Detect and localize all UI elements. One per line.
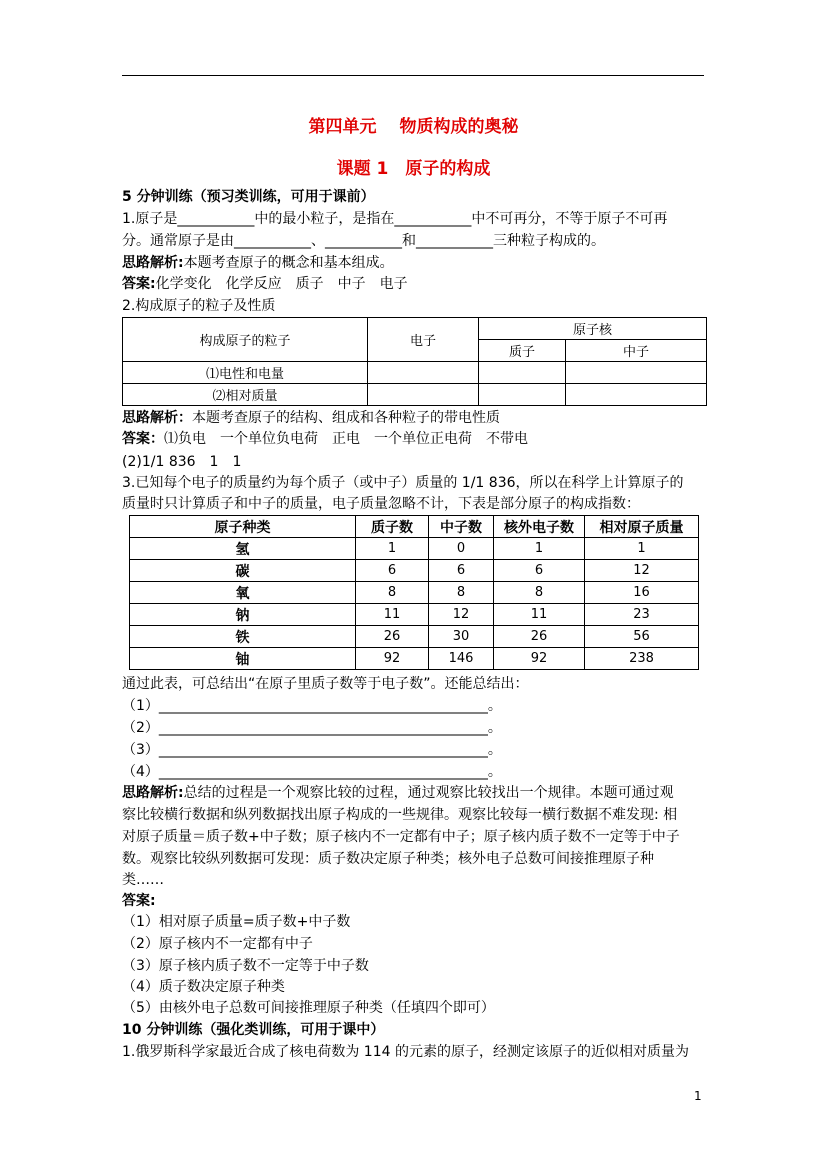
table-header-cell: 相对原子质量	[585, 516, 699, 538]
page-title: 第四单元 物质构成的奥秘	[308, 117, 519, 137]
analysis-text: 本题考查原子的结构、组成和各种粒子的带电性质	[192, 410, 500, 426]
table-cell: 铀	[130, 648, 356, 670]
table-row	[130, 582, 699, 604]
table-cell	[566, 362, 707, 384]
s2-q1: 1.俄罗斯科学家最近合成了核电荷数为 114 的元素的原子，经测定该原子的近似相对质量为	[122, 1044, 689, 1060]
table-cell: 1	[356, 538, 429, 560]
table-cell: 92	[356, 648, 429, 670]
table-cell: 238	[585, 648, 699, 670]
answer-label: 答案:	[122, 276, 156, 292]
q3-line2: 质量时只计算质子和中子的质量，电子质量忽略不计，下表是部分原子的构成指数：	[122, 496, 640, 512]
table-cell: 6	[494, 560, 585, 582]
page-number: 1	[694, 1089, 702, 1103]
q3-answer-5: （5）由核外电子总数可间接推理原子种类（任填四个即可）	[122, 1000, 495, 1016]
header-rule	[122, 75, 704, 76]
table-cell: 12	[429, 604, 494, 626]
q1-line2: 分。通常原子是由___________、___________和___________三种粒子构成的。	[122, 233, 605, 249]
answer-label: 答案：	[122, 431, 164, 447]
q3-analysis-line2: 察比较横行数据和纵列数据找出原子构成的一些规律。观察比较每一横行数据不难发现: 相	[122, 807, 678, 823]
table-cell: 6	[429, 560, 494, 582]
table-cell: 1	[494, 538, 585, 560]
table-cell	[566, 384, 707, 406]
table-header-cell: 中子数	[429, 516, 494, 538]
table-row	[130, 538, 699, 560]
table-cell: 11	[356, 604, 429, 626]
table-cell: 8	[356, 582, 429, 604]
table-header-cell: 质子数	[356, 516, 429, 538]
table-cell: 26	[356, 626, 429, 648]
table-row	[123, 362, 707, 384]
q2-analysis	[122, 408, 707, 428]
table-row	[123, 384, 707, 406]
table-header-cell: 原子核	[479, 318, 707, 340]
table-row	[130, 560, 699, 582]
table-cell	[479, 384, 566, 406]
q3-answer-3: （3）原子核内质子数不一定等于中子数	[122, 958, 369, 974]
q1-analysis	[122, 253, 707, 273]
table-cell: 30	[429, 626, 494, 648]
q3-answer-label: 答案:	[122, 893, 156, 909]
atom-table	[129, 515, 699, 670]
table-cell: 26	[494, 626, 585, 648]
q3-line1: 3.已知每个电子的质量约为每个质子（或中子）质量的 1/1 836，所以在科学上计算原子的	[122, 475, 684, 491]
q2-answer	[122, 429, 707, 449]
table-cell: 92	[494, 648, 585, 670]
section2-heading: 10 分钟训练（强化类训练，可用于课中）	[122, 1022, 385, 1038]
analysis-text: 总结的过程是一个观察比较的过程，通过观察比较找出一个规律。本题可通过观	[183, 785, 674, 801]
table-row	[130, 626, 699, 648]
blank-line-3: （3）_______________________________________________。	[122, 742, 502, 758]
blank-line-2: （2）_______________________________________________。	[122, 720, 502, 736]
q1-answer	[122, 274, 707, 294]
table-cell: 11	[494, 604, 585, 626]
table-header-cell: 核外电子数	[494, 516, 585, 538]
analysis-label: 思路解析：	[122, 410, 192, 426]
table-cell: 8	[429, 582, 494, 604]
q2-text: 2.构成原子的粒子及性质	[122, 298, 276, 314]
table-cell: 16	[585, 582, 699, 604]
answer-text: ⑴负电 一个单位负电荷 正电 一个单位正电荷 不带电	[164, 431, 528, 447]
section1-heading: 5 分钟训练（预习类训练，可用于课前）	[122, 189, 375, 205]
q3-answer-2: （2）原子核内不一定都有中子	[122, 936, 313, 952]
table-cell	[368, 384, 479, 406]
q2-answer2: (2)1/1 836 1 1	[122, 454, 242, 470]
table-header-cell: 原子种类	[130, 516, 356, 538]
table-cell: 146	[429, 648, 494, 670]
q3-summary: 通过此表，可总结出“在原子里质子数等于电子数”。还能总结出：	[122, 676, 529, 692]
table-cell: 氧	[130, 582, 356, 604]
q3-analysis-line1	[122, 783, 707, 803]
particle-table	[122, 317, 707, 406]
table-row	[130, 648, 699, 670]
table-cell: 23	[585, 604, 699, 626]
q3-analysis-line5: 类……	[122, 872, 164, 888]
table-header-cell: 中子	[566, 340, 707, 362]
q1-line1: 1.原子是___________中的最小粒子，是指在___________中不可再分，不等于原子不可再	[122, 211, 668, 227]
table-cell	[479, 362, 566, 384]
table-cell: 0	[429, 538, 494, 560]
page-subtitle: 课题 1 原子的构成	[336, 159, 491, 179]
table-header-cell: 质子	[479, 340, 566, 362]
q3-answer-1: （1）相对原子质量=质子数+中子数	[122, 914, 351, 930]
table-row	[130, 604, 699, 626]
table-cell: 碳	[130, 560, 356, 582]
table-cell: 1	[585, 538, 699, 560]
table-header-cell: 电子	[368, 318, 479, 362]
analysis-label: 思路解析:	[122, 785, 184, 801]
table-cell: ⑵相对质量	[123, 384, 368, 406]
q3-analysis-line4: 数。观察比较纵列数据可发现：质子数决定原子种类；核外电子总数可间接推理原子种	[122, 851, 654, 867]
q3-analysis-line3: 对原子质量＝质子数+中子数；原子核内不一定都有中子；原子核内质子数不一定等于中子	[122, 829, 680, 845]
analysis-text: 本题考查原子的概念和基本组成。	[183, 255, 394, 271]
table-cell: 8	[494, 582, 585, 604]
table-cell: 氢	[130, 538, 356, 560]
table-cell: 6	[356, 560, 429, 582]
answer-text: 化学变化 化学反应 质子 中子 电子	[155, 276, 408, 292]
table-row	[123, 318, 707, 340]
table-header-row	[130, 516, 699, 538]
table-cell: 12	[585, 560, 699, 582]
table-cell: 铁	[130, 626, 356, 648]
analysis-label: 思路解析:	[122, 255, 184, 271]
table-header-cell: 构成原子的粒子	[123, 318, 368, 362]
table-cell: 56	[585, 626, 699, 648]
q3-answer-4: （4）质子数决定原子种类	[122, 979, 285, 995]
table-cell	[368, 362, 479, 384]
table-cell: ⑴电性和电量	[123, 362, 368, 384]
blank-line-4: （4）_______________________________________________。	[122, 764, 502, 780]
table-cell: 钠	[130, 604, 356, 626]
blank-line-1: （1）_______________________________________________。	[122, 698, 502, 714]
